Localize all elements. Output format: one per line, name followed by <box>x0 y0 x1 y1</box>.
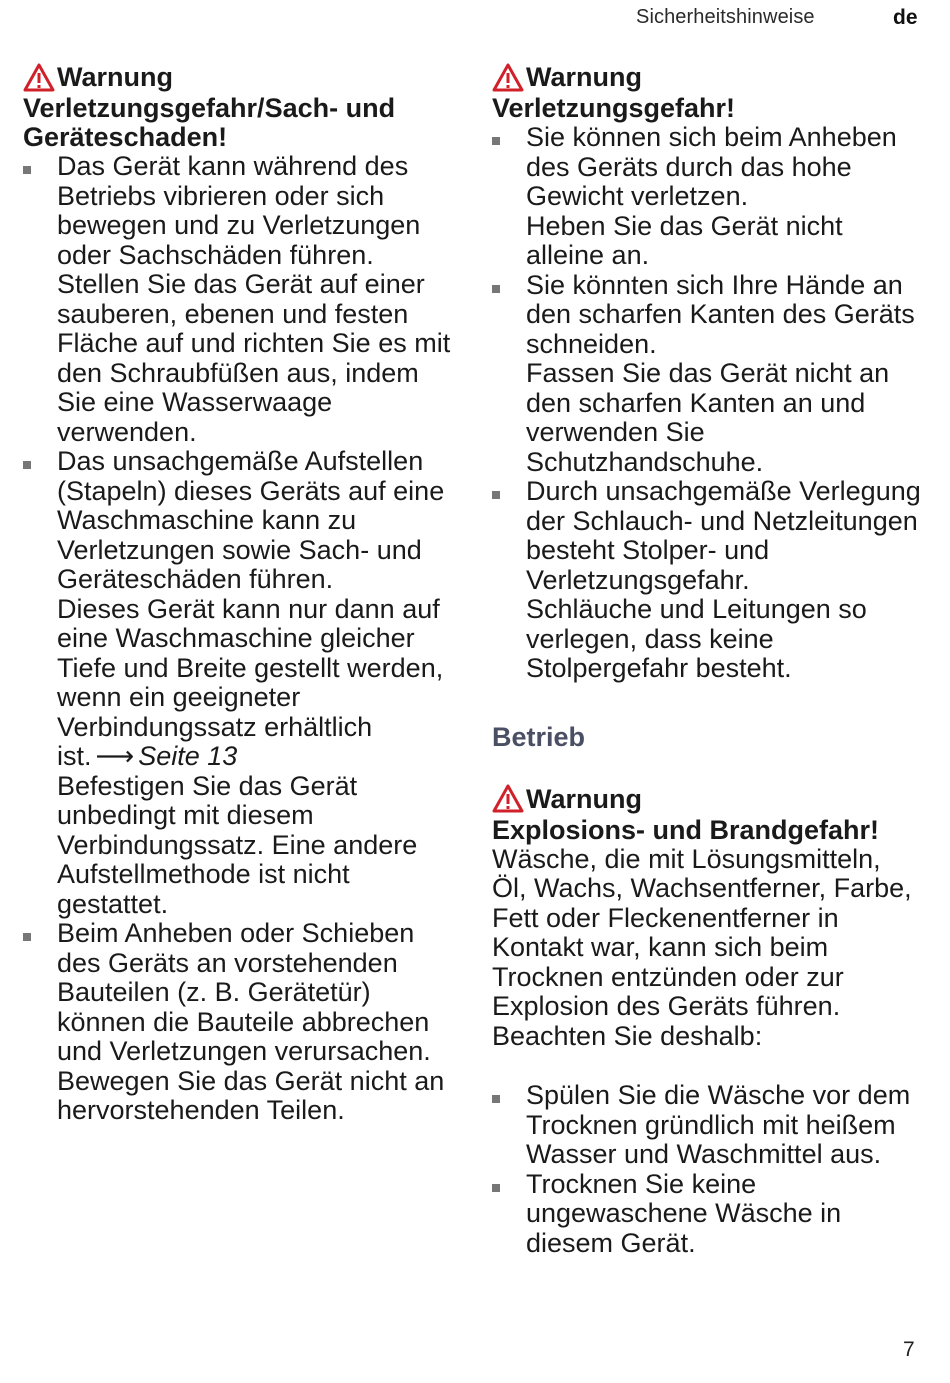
bullet-instruction: Stellen Sie das Gerät auf einer sauberen, ebenen und festen Fläche auf und richten Sie es mit den Schraubfüßen aus, indem Sie eine Wasserwaage verwenden. <box>57 269 451 447</box>
bullet-text: Sie könnten sich Ihre Hände an den scharfen Kanten des Geräts schneiden. <box>526 269 915 359</box>
list-item <box>23 919 463 1126</box>
header-section-title: Sicherheitshinweise <box>636 6 815 28</box>
left-column <box>23 60 463 1126</box>
list-item <box>23 447 463 919</box>
bullet-square-icon <box>492 491 500 499</box>
bullet-square-icon <box>492 285 500 293</box>
bullet-square-icon <box>492 1184 500 1192</box>
bullet-text: Das Gerät kann während des Betriebs vibrieren oder sich bewegen und zu Verletzungen oder Sachschäden führen. <box>57 151 421 270</box>
list-item <box>492 1081 922 1170</box>
bullet-instruction: Fassen Sie das Gerät nicht an den scharfen Kanten an und verwenden Sie Schutzhandschuhe. <box>526 358 890 477</box>
warning-triangle-icon <box>492 63 524 92</box>
bullet-instruction: Schläuche und Leitungen so verlegen, dass keine Stolpergefahr besteht. <box>526 594 867 683</box>
header-language-code: de <box>893 6 918 29</box>
warning-subtitle: Verletzungsgefahr/Sach- und Geräteschaden! <box>23 93 396 152</box>
arrow-right-icon: ⟶ <box>95 741 135 771</box>
warning-heading <box>23 60 463 94</box>
bullet-list <box>492 1081 922 1258</box>
list-item <box>492 271 922 478</box>
warning-body: Wäsche, die mit Lösungsmitteln, Öl, Wachs, Wachsentferner, Farbe, Fett oder Fleckenentferner in Kontakt war, kann sich beim Trocknen entzünden oder zur Explosion des Geräts führen. Beachten Sie deshalb: <box>492 843 912 1051</box>
warning-triangle-icon <box>492 784 524 813</box>
bullet-square-icon <box>23 166 31 174</box>
bullet-list <box>23 152 463 1126</box>
bullet-text: Spülen Sie die Wäsche vor dem Trocknen gründlich mit heißem Wasser und Waschmittel aus. <box>526 1080 911 1169</box>
section-heading: Betrieb <box>492 721 586 752</box>
page-reference-link[interactable]: Seite 13 <box>138 741 238 771</box>
bullet-instruction: Heben Sie das Gerät nicht alleine an. <box>526 210 843 270</box>
bullet-text: Beim Anheben oder Schieben des Geräts an vorstehenden Bauteilen (z. B. Gerätetür) können die Bauteile abbrechen und Verletzungen verursachen. <box>57 918 431 1066</box>
bullet-list <box>492 123 922 684</box>
bullet-instruction: Befestigen Sie das Gerät unbedingt mit diesem Verbindungssatz. Eine andere Aufstellmethode ist nicht gestattet. <box>57 770 418 919</box>
list-item <box>492 1170 922 1259</box>
warning-heading <box>492 60 922 94</box>
bullet-square-icon <box>23 933 31 941</box>
bullet-instruction <box>57 595 463 772</box>
warning-triangle-icon <box>23 63 55 92</box>
bullet-text: Das unsachgemäße Aufstellen (Stapeln) dieses Geräts auf eine Waschmaschine kann zu Verletzungen sowie Sach- und Geräteschäden führen. <box>57 446 445 594</box>
page-number: 7 <box>903 1338 915 1361</box>
list-item <box>492 123 922 271</box>
warning-label: Warnung <box>526 783 642 814</box>
bullet-square-icon <box>23 461 31 469</box>
bullet-text: Sie können sich beim Anheben des Geräts durch das hohe Gewicht verletzen. <box>526 122 897 211</box>
bullet-instruction: Bewegen Sie das Gerät nicht an hervorstehenden Teilen. <box>57 1065 445 1125</box>
warning-subtitle: Verletzungsgefahr! <box>492 93 736 123</box>
right-column <box>492 60 922 1258</box>
warning-label: Warnung <box>526 62 642 92</box>
bullet-text: Durch unsachgemäße Verlegung der Schlauch- und Netzleitungen besteht Stolper- und Verletzungsgefahr. <box>526 476 921 595</box>
bullet-instruction-text: Dieses Gerät kann nur dann auf eine Waschmaschine gleicher Tiefe und Breite gestellt werden, wenn ein geeigneter Verbindungssatz erhältlich ist. <box>57 593 444 771</box>
list-item <box>23 152 463 447</box>
bullet-text: Trocknen Sie keine ungewaschene Wäsche in diesem Gerät. <box>526 1168 842 1258</box>
warning-label: Warnung <box>57 62 173 92</box>
warning-heading <box>492 782 922 816</box>
bullet-square-icon <box>492 1095 500 1103</box>
bullet-square-icon <box>492 137 500 145</box>
warning-subtitle: Explosions- und Brandgefahr! <box>492 814 880 845</box>
list-item <box>492 477 922 684</box>
